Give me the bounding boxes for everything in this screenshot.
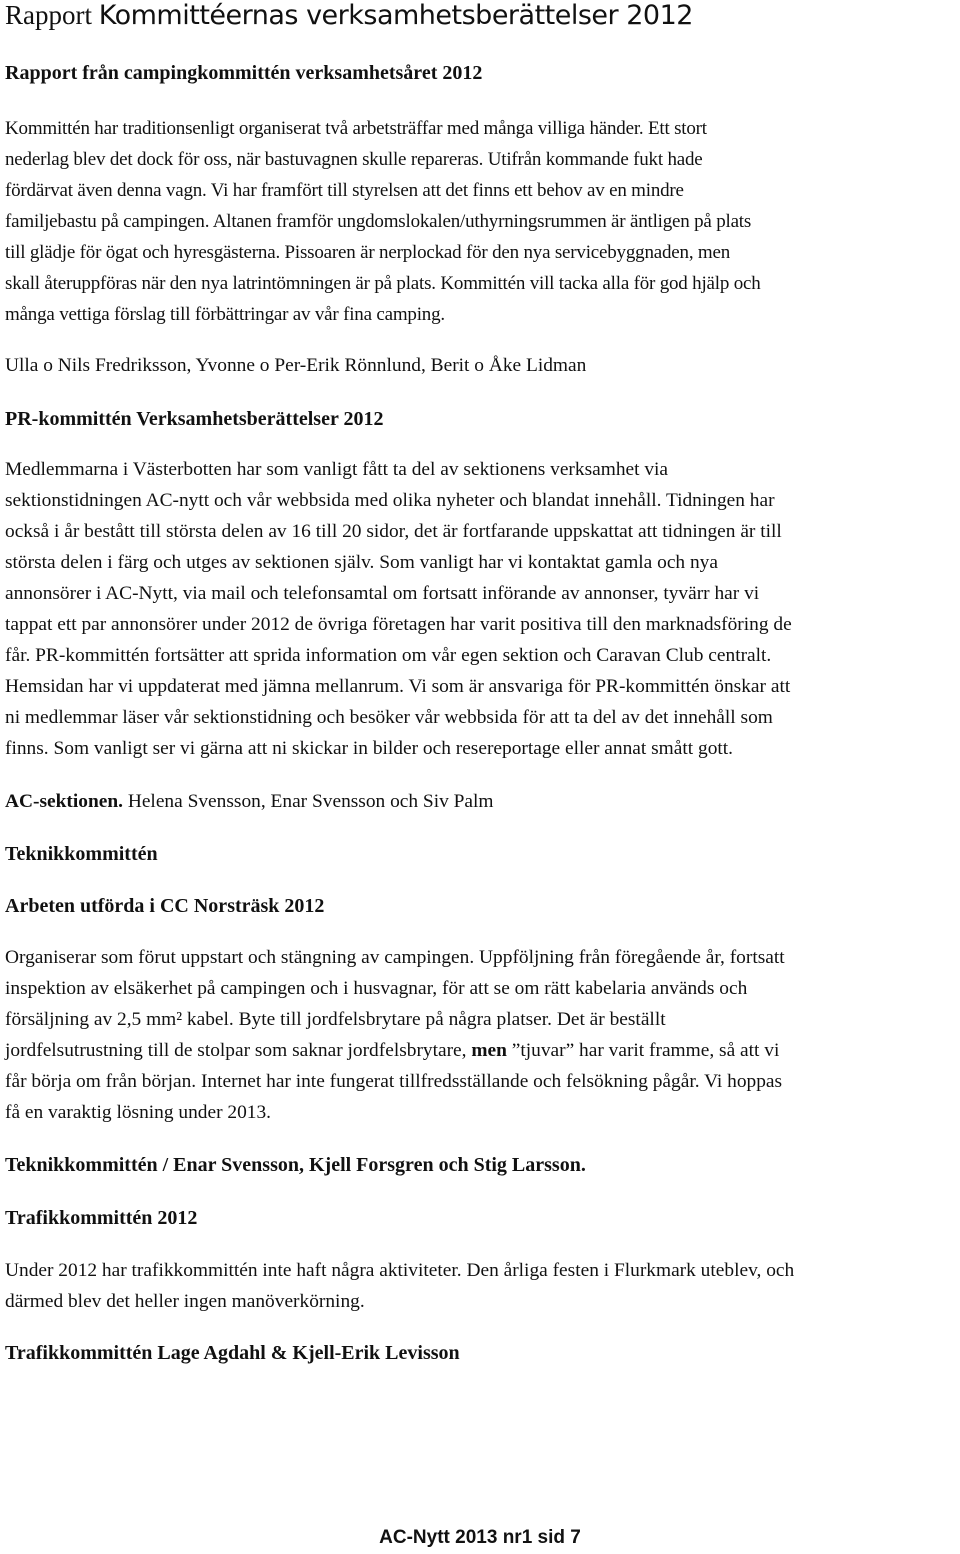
trafik-signature-block bbox=[5, 1338, 955, 1368]
trafik-heading: Trafikkommittén 2012 bbox=[5, 1207, 198, 1229]
pr-signature-names: Helena Svensson, Enar Svensson och Siv Palm bbox=[122, 791, 494, 812]
trafik-line-2: därmed blev det heller ingen manöverkörning. bbox=[5, 1291, 365, 1312]
teknik-subheading: Arbeten utförda i CC Norsträsk 2012 bbox=[5, 895, 325, 917]
camping-line-5: till glädje för ögat och hyresgästerna. Pissoaren är nerplockad för den nya servicebyggnaden, men bbox=[5, 242, 731, 263]
pr-heading: PR-kommittén Verksamhetsberättelser 2012 bbox=[5, 408, 384, 430]
pr-line-2: sektionstidningen AC-nytt och vår webbsida med olika nyheter och blandat innehåll. Tidningen har bbox=[5, 490, 775, 511]
pr-line-4: största delen i färg och utges av sektionen själv. Som vanligt har vi kontaktat gamla och nya bbox=[5, 552, 718, 573]
teknik-line-4-start: jordfelsutrustning till de stolpar som saknar jordfelsbrytare, bbox=[5, 1040, 472, 1061]
page-footer: AC-Nytt 2013 nr1 sid 7 bbox=[379, 1527, 581, 1548]
camping-signature: Ulla o Nils Fredriksson, Yvonne o Per-Erik Rönnlund, Berit o Åke Lidman bbox=[5, 355, 587, 376]
teknik-line-4-end: ”tjuvar” har varit framme, så att vi bbox=[506, 1040, 780, 1061]
camping-line-3: fördärvat även denna vagn. Vi har framfört till styrelsen att det finns ett behov av en mindre bbox=[5, 180, 684, 201]
pr-line-1: Medlemmarna i Västerbotten har som vanligt fått ta del av sektionens verksamhet via bbox=[5, 459, 669, 480]
camping-section bbox=[5, 58, 955, 88]
teknik-signature: Teknikkommittén / Enar Svensson, Kjell Forsgren och Stig Larsson. bbox=[5, 1154, 586, 1176]
teknik-heading: Teknikkommittén bbox=[5, 843, 158, 865]
camping-line-7: många vettiga förslag till förbättringar av vår fina camping. bbox=[5, 304, 445, 325]
pr-section bbox=[5, 404, 955, 434]
trafik-signature: Trafikkommittén Lage Agdahl & Kjell-Erik Levisson bbox=[5, 1342, 460, 1364]
teknik-section bbox=[5, 839, 955, 869]
camping-body bbox=[5, 113, 955, 330]
pr-line-3: också i år bestått till största delen av 16 till 20 sidor, det är fortfarande uppskattat att tidningen är till bbox=[5, 521, 782, 542]
teknik-signature-block bbox=[5, 1150, 955, 1180]
pr-signature-block bbox=[5, 786, 955, 817]
trafik-section bbox=[5, 1203, 955, 1233]
teknik-line-5: får börja om från början. Internet har inte fungerat tillfredsställande och felsökning pågår. Vi hoppas bbox=[5, 1071, 783, 1092]
camping-line-6: skall återuppföras när den nya latrintömningen är på plats. Kommittén vill tacka alla för god hjälp och bbox=[5, 273, 761, 294]
teknik-line-1: Organiserar som förut uppstart och stängning av campingen. Uppföljning från föregående år, fortsatt bbox=[5, 947, 785, 968]
camping-line-2: nederlag blev det dock för oss, när bastuvagnen skulle repareras. Utifrån kommande fukt hade bbox=[5, 149, 703, 170]
teknik-line-2: inspektion av elsäkerhet på campingen och i husvagnar, för att se om rätt kabelaria används och bbox=[5, 978, 748, 999]
camping-line-4: familjebastu på campingen. Altanen framför ungdomslokalen/uthyrningsrummen är äntligen på plats bbox=[5, 211, 752, 232]
title-prefix: Rapport bbox=[5, 0, 99, 30]
pr-signature bbox=[5, 786, 955, 817]
camping-heading: Rapport från campingkommittén verksamhetsåret 2012 bbox=[5, 62, 483, 84]
trafik-line-1: Under 2012 har trafikkommittén inte haft några aktiviteter. Den årliga festen i Flurkmark uteblev, och bbox=[5, 1260, 795, 1281]
camping-line-1: Kommittén har traditionsenligt organiserat två arbetsträffar med många villiga händer. Ett stort bbox=[5, 118, 707, 139]
pr-line-8: Hemsidan har vi uppdaterat med jämna mellanrum. Vi som är ansvariga för PR-kommittén önskar att bbox=[5, 676, 791, 697]
trafik-body bbox=[5, 1255, 955, 1317]
pr-body bbox=[5, 454, 955, 764]
teknik-line-4 bbox=[5, 1035, 955, 1066]
pr-line-7: får. PR-kommittén fortsätter att sprida information om vår egen sektion och Caravan Club centralt. bbox=[5, 645, 772, 666]
pr-line-10: finns. Som vanligt ser vi gärna att ni skickar in bilder och resereportage eller annat smått gott. bbox=[5, 738, 734, 759]
teknik-line-4-bold: men bbox=[471, 1040, 507, 1061]
page-title bbox=[5, 0, 693, 33]
teknik-subsection bbox=[5, 891, 955, 921]
title-main: Kommittéernas verksamhetsberättelser 2012 bbox=[98, 0, 693, 31]
camping-signature-block bbox=[5, 350, 955, 381]
teknik-line-6: få en varaktig lösning under 2013. bbox=[5, 1102, 272, 1123]
pr-line-6: tappat ett par annonsörer under 2012 de övriga företagen har varit positiva till den marknadsföring de bbox=[5, 614, 792, 635]
pr-line-9: ni medlemmar läser vår sektionstidning och besöker vår webbsida för att ta del av det innehåll som bbox=[5, 707, 773, 728]
pr-signature-org: AC-sektionen. bbox=[5, 791, 123, 812]
teknik-body bbox=[5, 942, 955, 1128]
teknik-line-3: försäljning av 2,5 mm² kabel. Byte till jordfelsbrytare på några platser. Det är beställt bbox=[5, 1009, 666, 1030]
pr-line-5: annonsörer i AC-Nytt, via mail och telefonsamtal om fortsatt införande av annonser, tyvärr har vi bbox=[5, 583, 760, 604]
